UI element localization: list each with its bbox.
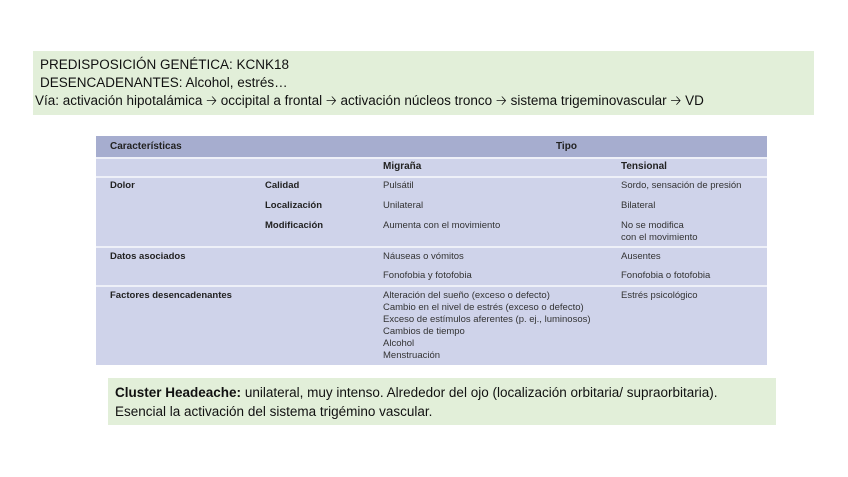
datos-fonofobia-migrana: Fonofobia y fotofobia [383, 270, 472, 281]
genetics-summary-box [33, 51, 814, 115]
dolor-modificacion-tensional-2: con el movimiento [621, 232, 698, 243]
headache-comparison-table [96, 136, 767, 365]
factor-estimulos: Exceso de estímulos aferentes (p. ej., luminosos) [383, 314, 591, 325]
cluster-description: unilateral, muy intenso. Alrededor del ojo (localización orbitaria/ supraorbitaria). [241, 385, 718, 400]
factor-estres: Cambio en el nivel de estrés (exceso o defecto) [383, 302, 584, 313]
header-tipo: Tipo [556, 141, 577, 152]
row-dolor-label: Dolor [110, 180, 135, 191]
dolor-calidad-migrana: Pulsátil [383, 180, 414, 191]
triggers-line: DESENCADENANTES: Alcohol, estrés… [40, 75, 288, 90]
header-caracteristicas: Características [110, 141, 182, 152]
dolor-modificacion-migrana: Aumenta con el movimiento [383, 220, 501, 231]
divider [96, 157, 767, 159]
pathway-line: Vía: activación hipotalámica 🡢 occipital a frontal 🡢 activación núcleos tronco 🡢 sistema trigeminovascular 🡢 VD [35, 93, 704, 108]
row-datos-label: Datos asociados [110, 251, 186, 262]
dolor-modificacion-tensional-1: No se modifica [621, 220, 684, 231]
header-migrana: Migraña [383, 161, 422, 172]
cluster-title: Cluster Headeache: [115, 385, 242, 400]
divider [96, 246, 767, 248]
dolor-localizacion-migrana: Unilateral [383, 200, 424, 211]
dolor-localizacion-label: Localización [265, 200, 323, 211]
datos-nauseas-tensional: Ausentes [621, 251, 661, 262]
dolor-calidad-label: Calidad [265, 180, 300, 191]
cluster-headache-box [108, 378, 776, 425]
header-tensional: Tensional [621, 161, 667, 172]
datos-fonofobia-tensional: Fonofobia o fotofobia [621, 270, 711, 281]
cluster-line-1 [115, 383, 776, 402]
cluster-line-2: Esencial la activación del sistema trigémino vascular. [115, 404, 433, 419]
predisposition-line: PREDISPOSICIÓN GENÉTICA: KCNK18 [40, 57, 290, 72]
factor-alcohol: Alcohol [383, 338, 415, 349]
dolor-calidad-tensional: Sordo, sensación de presión [621, 180, 742, 191]
factores-tensional: Estrés psicológico [621, 290, 698, 301]
row-factores-label: Factores desencadenantes [110, 290, 232, 301]
dolor-localizacion-tensional: Bilateral [621, 200, 656, 211]
divider [96, 176, 767, 178]
factor-menstruacion: Menstruación [383, 350, 441, 361]
datos-nauseas-migrana: Náuseas o vómitos [383, 251, 464, 262]
dolor-modificacion-label: Modificación [265, 220, 324, 231]
factor-tiempo: Cambios de tiempo [383, 326, 465, 337]
table-header-row [96, 136, 767, 157]
factor-sueno: Alteración del sueño (exceso o defecto) [383, 290, 550, 301]
divider [96, 285, 767, 287]
